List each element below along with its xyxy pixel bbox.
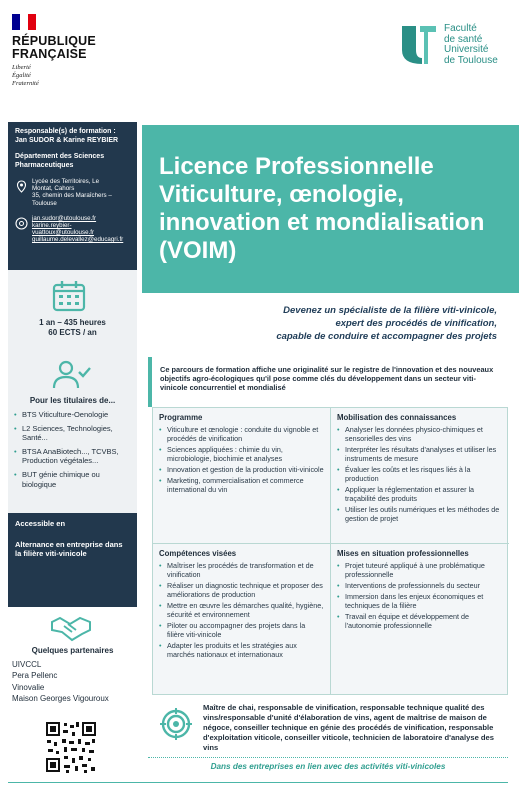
footer-note: Dans des entreprises en lien avec des activités viti-vinicoles: [210, 762, 446, 771]
section-heading: Programme: [159, 413, 203, 422]
list-item: • Interventions de professionnels du secteur: [337, 582, 503, 591]
list-item: • Interpréter les résultats d'analyses et utiliser les instruments de mesure: [337, 446, 503, 464]
address: Lycée des Territoires, Le Montat, Cahors 35, chemin des Maraîchers – Toulouse: [32, 178, 112, 207]
list-item: • Projet tuteuré appliqué à une problématique professionnelle: [337, 562, 503, 580]
department: Département des Sciences Pharmaceutiques: [15, 153, 105, 169]
list-item: • Sciences appliquées : chimie du vin, microbiologie, biochimie et analyses: [159, 446, 324, 464]
content-grid: [152, 407, 508, 695]
page-title: Licence Professionnelle Viticulture, œnologie, innovation et mondialisation (VOIM): [159, 153, 485, 264]
alternance-label: Accessible en: [15, 519, 66, 528]
email-link[interactable]: vuattoux@utoulouse.fr: [32, 229, 95, 237]
responsable-names: Jan SUDOR & Karine REYBIER: [15, 136, 119, 144]
list-item: • BTSA AnaBiotech..., TCVBS, Production végétales...: [14, 447, 132, 466]
republique-francaise-logo: [12, 14, 112, 88]
debouches-text: Maître de chai, responsable de vinification, responsable technique qualité des vins/responsable d'unité d'élaboration de vins, agent de maîtrise de maison de négoce, conseiller technique en génie des procédés de vinification, responsable d'exploitation viticole, conseiller viticole, technicien de laboratoire d'analyse des vins: [203, 703, 494, 752]
list-item: • L2 Sciences, Technologies, Santé...: [14, 424, 132, 443]
list-item: • Adapter les produits et les stratégies aux marchés nationaux et internationaux: [159, 642, 324, 660]
motto: Liberté Égalité Fraternité: [12, 64, 39, 87]
list-item: • Utiliser les outils numériques et les méthodes de gestion de projet: [337, 506, 503, 524]
target-icon: [160, 708, 192, 740]
republique-line-2: FRANÇAISE: [12, 47, 87, 61]
titulaires-heading: Pour les titulaires de...: [29, 396, 116, 405]
list-item: • Maîtriser les procédés de transformation et de vinification: [159, 562, 324, 580]
faculte-sante-logo: [400, 24, 498, 66]
list-item: • Appliquer la réglementation et assurer la traçabilité des produits: [337, 486, 503, 504]
tagline: Devenez un spécialiste de la filière viti-vinicole, expert des procédés de vinification, capable de conduire et accompagner des projets: [276, 305, 497, 342]
duration: 1 an – 435 heures 60 ECTS / an: [39, 318, 106, 337]
at-sign-icon: [15, 217, 28, 230]
user-check-icon: [52, 360, 92, 390]
programme-section: [153, 408, 331, 544]
divider: [148, 757, 508, 758]
list-item: • Immersion dans les enjeux économiques et techniques de la filière: [337, 593, 503, 611]
email-list: [32, 215, 123, 244]
calendar-icon: [52, 280, 86, 312]
section-heading: Mises en situation professionnelles: [337, 549, 469, 558]
list-item: • Mettre en œuvre les démarches qualité, hygiène, sécurité et environnement: [159, 602, 324, 620]
partners-list: [12, 659, 109, 704]
list-item: • Analyser les données physico-chimiques et sensorielles des vins: [337, 426, 503, 444]
list-item: • Réaliser un diagnostic technique et proposer des améliorations de production: [159, 582, 324, 600]
titulaires-list: [14, 410, 132, 493]
address-row: [15, 178, 130, 207]
list-item: • Travail en équipe et développement de l'autonomie professionnelle: [337, 613, 503, 631]
alternance-detail: Alternance en entreprise dans la filière viti-vinicole: [15, 540, 123, 558]
french-flag-icon: [12, 14, 36, 30]
intro-text: Ce parcours de formation affiche une originalité sur le registre de l'innovation et des nouveaux objectifs agro-écologiques qu'il pose comme clés du développement dans un secteur viti-vinicole concurrentiel et mondialisé: [148, 357, 508, 407]
partner: UIVCCL: [12, 660, 42, 669]
list-item: • BTS Viticulture-Oenologie: [14, 410, 132, 420]
partner: Pera Pellenc: [12, 671, 58, 681]
republique-line-1: RÉPUBLIQUE: [12, 34, 96, 48]
situation-section: [331, 544, 509, 694]
connaissances-section: [331, 408, 509, 544]
list-item: • Innovation et gestion de la production viti-vinicole: [159, 466, 324, 475]
email-link[interactable]: guillaume.delevallez@educagri.fr: [32, 236, 124, 244]
partners-heading: Quelques partenaires: [31, 646, 114, 655]
partner: Maison Georges Vigouroux: [12, 693, 109, 703]
list-item: • Marketing, commercialisation et commerce international du vin: [159, 477, 324, 495]
competences-section: [153, 544, 331, 694]
email-row: [15, 215, 130, 244]
faculty-name: Faculté de santé Université de Toulouse: [444, 23, 498, 66]
email-link[interactable]: jan.sudor@utoulouse.fr: [32, 214, 97, 222]
partner: Vinovalie: [12, 682, 45, 692]
email-link[interactable]: karine.reybier-: [32, 222, 72, 230]
qr-code[interactable]: [44, 720, 98, 780]
section-heading: Compétences visées: [159, 549, 237, 558]
list-item: • Viticulture et œnologie : conduite du vignoble et procédés de vinification: [159, 426, 324, 444]
list-item: • Piloter ou accompagner des projets dans la filière viti-vinicole: [159, 622, 324, 640]
title-banner: [142, 125, 519, 293]
divider: [8, 782, 508, 783]
location-pin-icon: [15, 180, 28, 193]
university-toulouse-icon: [400, 24, 438, 66]
section-heading: Mobilisation des connaissances: [337, 413, 457, 422]
handshake-icon: [50, 612, 92, 642]
contact-panel: [8, 122, 137, 270]
list-item: • Évaluer les coûts et les risques liés à la production: [337, 466, 503, 484]
alternance-panel: [8, 513, 137, 607]
responsable-label: Responsable(s) de formation :: [15, 128, 116, 135]
list-item: • BUT génie chimique ou biologique: [14, 470, 132, 489]
